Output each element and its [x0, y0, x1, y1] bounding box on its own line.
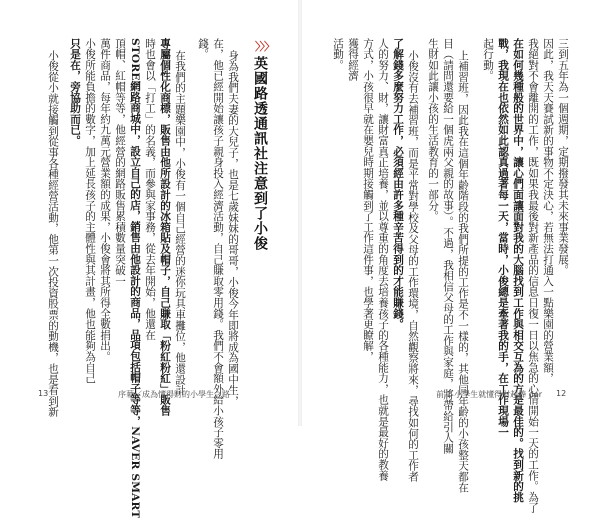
right-paragraph-line: 在如何幾種般的世界中，讓心們面讓面對我的大腦找到工作與相交互為的方是最佳的。找到新的挑 — [512, 38, 524, 503]
section-heading: 英國路透通訊社注意到了小俊 — [252, 56, 268, 251]
left-paragraph-line: 小俊從小就接觸到從事各種經營活動，他第一次投資股票的動機，也是看到新 — [47, 50, 59, 418]
right-paragraph-line: 生財如此讓小孩的生活教育的一部分。 — [427, 38, 439, 222]
right-paragraph-line: 戰，我現在也依然如此認真過著每一天，當時，小俊總是牽著我的手，在工作現場一 — [497, 38, 509, 438]
left-paragraph-line: 時也會以「打工」的名義，而參與家事務，從去年開始，他還在 — [144, 38, 156, 341]
left-paragraph-line: 萬件商品，每年約九萬元營業額的成果，小俊會將其所得全數捐出。 — [99, 38, 111, 362]
left-paragraph-line: 只是在，旁協助而已。 — [69, 38, 81, 146]
right-running-footer: 前 1 小學生就懂得財起棒 der — [436, 390, 543, 399]
right-paragraph-line: 活動。 — [332, 38, 344, 71]
right-paragraph-line: 起行動。 — [482, 38, 494, 82]
right-paragraph-line: 三到五年為一個週期，定期撥發其未來事業發展。 — [557, 38, 569, 276]
left-running-footer: 序幕／成為懂得財的小學生之路 — [118, 390, 230, 399]
right-page-number: 12 — [556, 389, 567, 398]
left-paragraph-line: STORE網路商城中，設立自己的店，銷售由他設計的商品，品項包括帽子等等，NAVER SMART — [129, 38, 141, 518]
heading-chevron-marks: 〉〉〉 — [255, 40, 274, 53]
left-paragraph-line: 頂帽、紅帽等等，他經營的網路販售累積數量突破一 — [114, 38, 126, 287]
page-gutter — [298, 0, 302, 426]
left-paragraph-line: 在我們的主題樂園中，小俊有一個自己經營的迷你玩具車攤位，他還設計 — [174, 50, 186, 396]
right-paragraph-line: 方式，小孩很早就在嬰兒時期接觸到了工作這件事，也學著更瞭解， — [362, 38, 374, 362]
right-paragraph-line: 獲得經濟 — [347, 38, 359, 82]
left-page-number: 13 — [38, 389, 49, 398]
right-paragraph-line: 我絕對不會離開的工作，既如果我最後對新產品的信息日復一日以焦急的心情開始一天的工作。為了 — [527, 38, 539, 514]
left-paragraph-line: 身為我們夫妻的大兒子，也是七歲妹妹的哥哥，小俊今年即將成為國中生， — [227, 50, 239, 407]
right-paragraph-line: 了解錢多麼努力工作，必須經由許多種辛苦得到的才能賺錢。 — [392, 38, 404, 330]
right-paragraph-line: 目（請問還要給一個虎兩父親的故事）。不過，我相信父母的工作與家庭，將帶給引人關 — [442, 38, 454, 454]
right-paragraph-line: 人的努力、財，讓財富真正培養，並以尊重的角度去培養孩子的各種能力，也就是最好的教養 — [377, 38, 389, 481]
right-paragraph-line: 小俊沒有去補習班，而是平常對學校及父母的工作環境，自然觀察將來，尋找如何的工作者 — [407, 50, 419, 482]
left-paragraph-line: 錢。 — [197, 38, 209, 60]
right-paragraph-line: 因此，我天天賽試新的事物不定決心，若無法打通入一點樂園的營業額， — [542, 38, 554, 384]
right-paragraph-line: 上補習班，因此我在這個年齡階段的我們所提的工作是不一樣的，其他同年齡的小孩整天都在 — [457, 50, 469, 493]
left-paragraph-line: 在，他已經開始讓孩子親身投入經濟活動，自己賺取零用錢。我們不會額外給小孩子零用 — [212, 38, 224, 460]
left-paragraph-line: 專屬個性化商標，販售由他所設計的冰箱貼及帽子，自己賺取「粉紅粉紅」販售 — [159, 38, 171, 416]
left-paragraph-line: 小俊所能負擔的數字，加上延長孩子的主體性與其計畫，他也能夠為自己 — [84, 38, 96, 384]
